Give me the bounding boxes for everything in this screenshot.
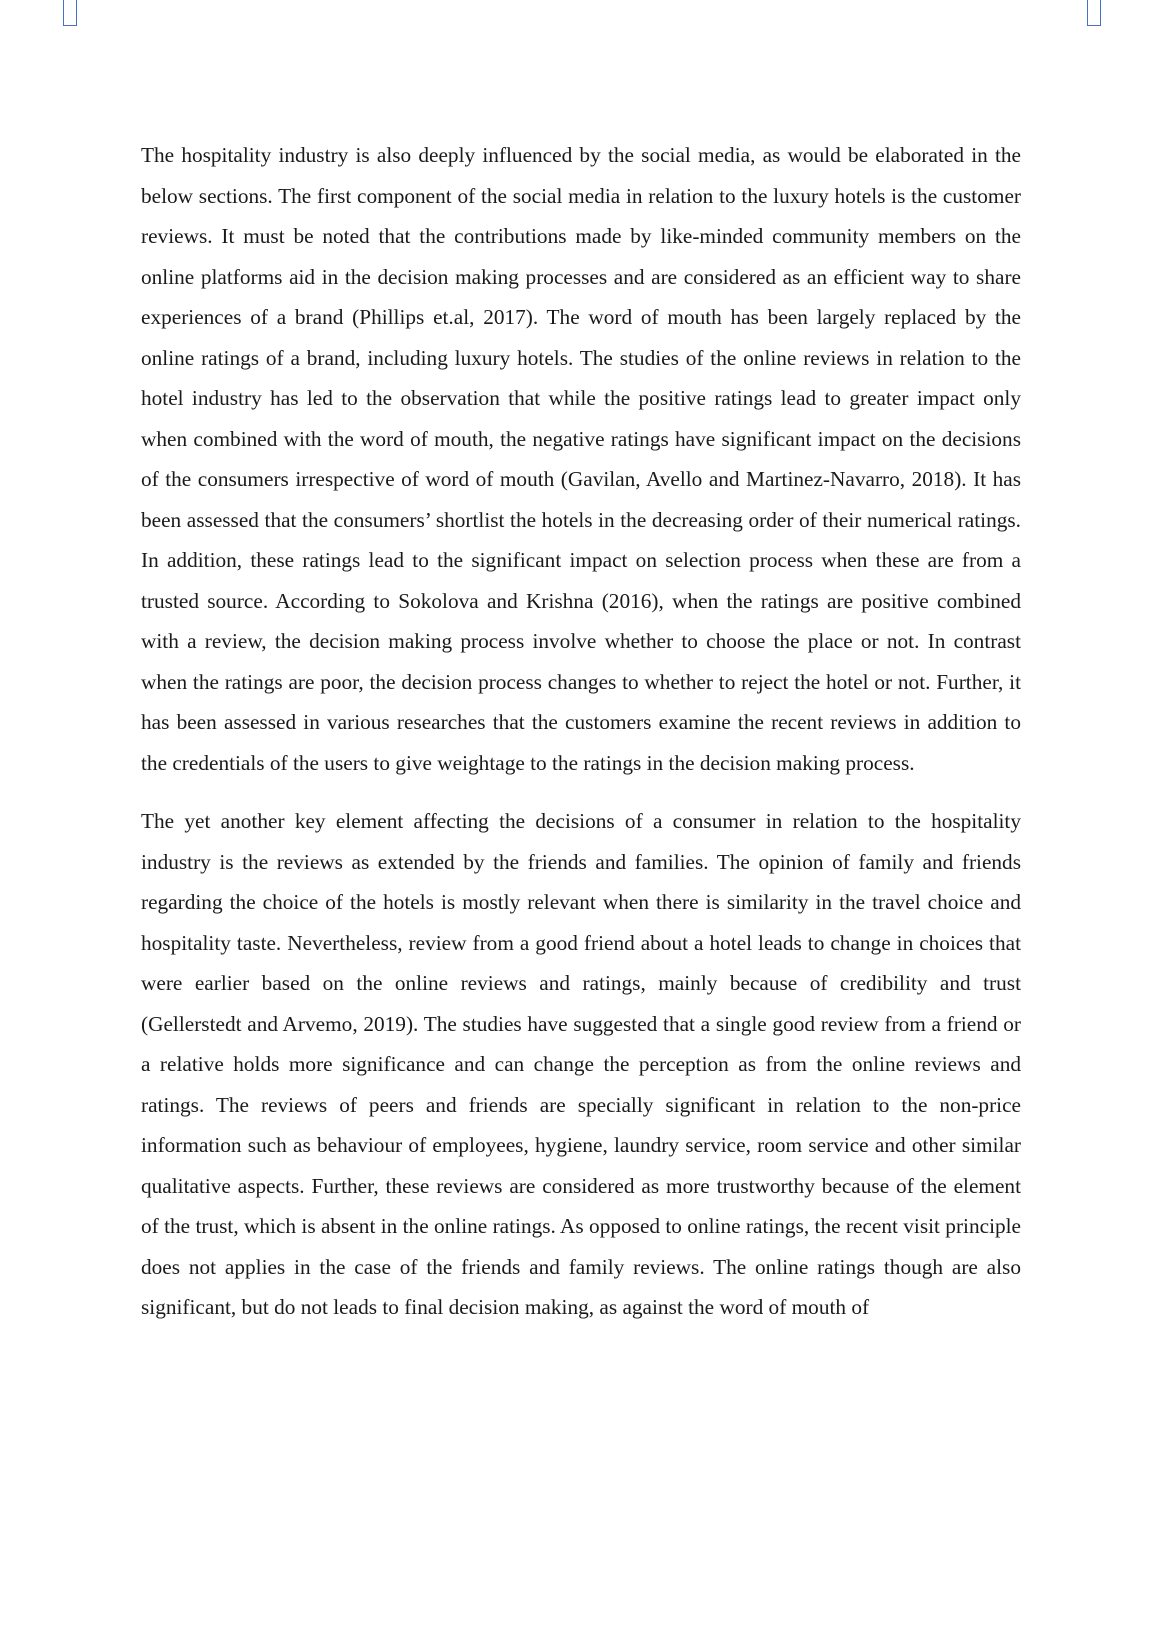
- page-corner-mark-right: [1087, 0, 1101, 26]
- paragraph-1: The hospitality industry is also deeply influenced by the social media, as would be elaborated in the below sections. The first component of the social media in relation to the luxury hotels is the customer reviews. It must be noted that the contributions made by like-minded community members on the online platforms aid in the decision making processes and are considered as an efficient way to share experiences of a brand (Phillips et.al, 2017). The word of mouth has been largely replaced by the online ratings of a brand, including luxury hotels. The studies of the online reviews in relation to the hotel industry has led to the observation that while the positive ratings lead to greater impact only when combined with the word of mouth, the negative ratings have significant impact on the decisions of the consumers irrespective of word of mouth (Gavilan, Avello and Martinez-Navarro, 2018). It has been assessed that the consumers’ shortlist the hotels in the decreasing order of their numerical ratings. In addition, these ratings lead to the significant impact on selection process when these are from a trusted source. According to Sokolova and Krishna (2016), when the ratings are positive combined with a review, the decision making process involve whether to choose the place or not. In contrast when the ratings are poor, the decision process changes to whether to reject the hotel or not. Further, it has been assessed in various researches that the customers examine the recent reviews in addition to the credentials of the users to give weightage to the ratings in the decision making process.: [141, 143, 1021, 775]
- page-corner-mark-left: [63, 0, 77, 26]
- document-body: [141, 135, 1021, 1346]
- paragraph-2: The yet another key element affecting the decisions of a consumer in relation to the hospitality industry is the reviews as extended by the friends and families. The opinion of family and friends regarding the choice of the hotels is mostly relevant when there is similarity in the travel choice and hospitality taste. Nevertheless, review from a good friend about a hotel leads to change in choices that were earlier based on the online reviews and ratings, mainly because of credibility and trust (Gellerstedt and Arvemo, 2019). The studies have suggested that a single good review from a friend or a relative holds more significance and can change the perception as from the online reviews and ratings. The reviews of peers and friends are specially significant in relation to the non-price information such as behaviour of employees, hygiene, laundry service, room service and other similar qualitative aspects. Further, these reviews are considered as more trustworthy because of the element of the trust, which is absent in the online ratings. As opposed to online ratings, the recent visit principle does not applies in the case of the friends and family reviews. The online ratings though are also significant, but do not leads to final decision making, as against the word of mouth of: [141, 809, 1021, 1319]
